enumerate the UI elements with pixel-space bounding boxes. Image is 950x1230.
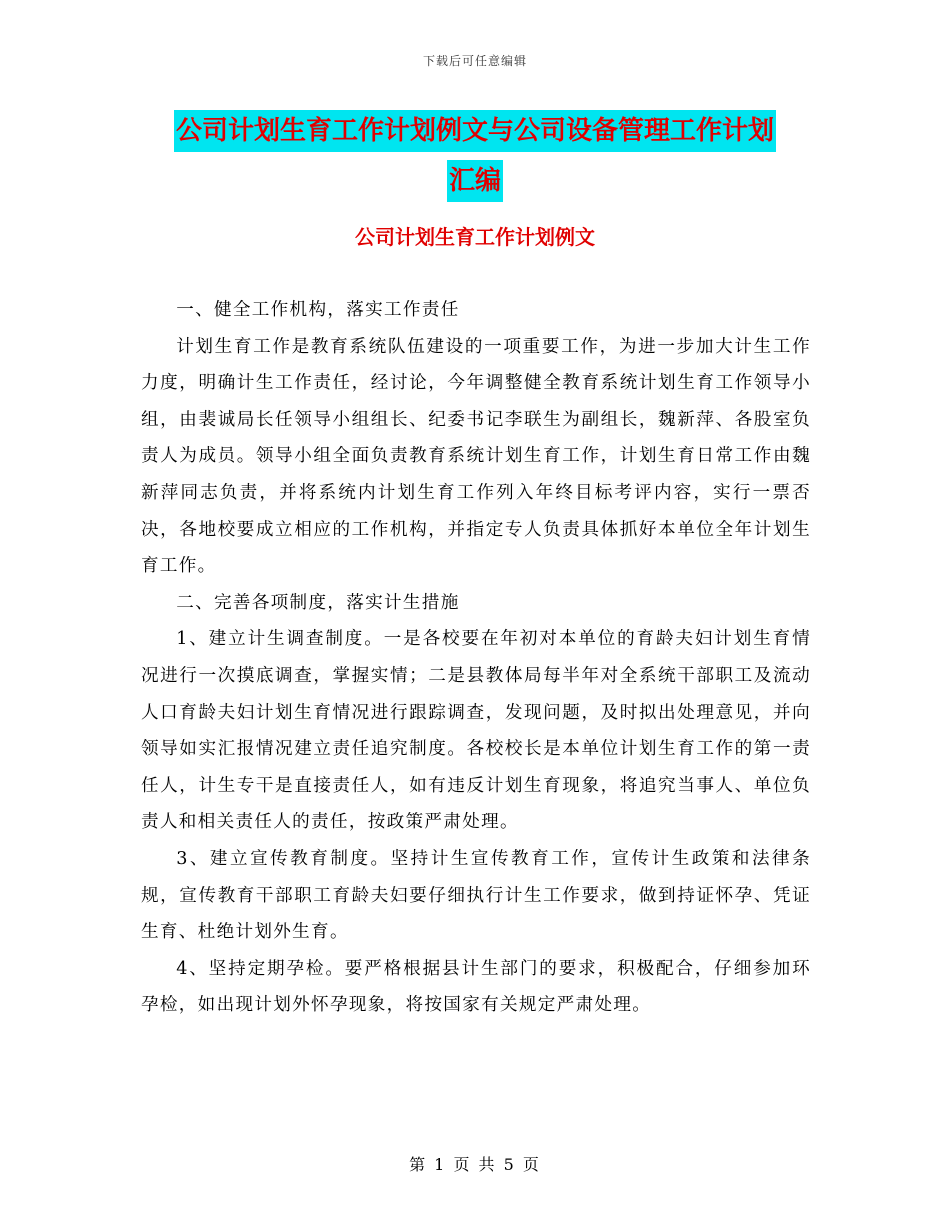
title-line-2: 汇编 — [447, 160, 503, 202]
paragraph-heading-1: 一、健全工作机构，落实工作责任 — [176, 300, 460, 320]
paragraph-heading-2: 二、完善各项制度，落实计生措施 — [176, 592, 460, 613]
paragraph: 1、建立计生调查制度。一是各校要在年初对本单位的育龄夫妇计划生育情况进行一次摸底调查，掌握实情；二是县教体局每半年对全系统干部职工及流动人口育龄夫妇计划生育情况进行跟踪调查，发现问题，及时拟出处理意见，并向领导如实汇报情况建立责任追究制度。各校校长是本单位计划生育工作的第一责任人，计生专干是直接责任人，如有违反计划生育现象，将追究当事人、单位负责人和相关责任人的责任，按政策严肃处理。 — [141, 629, 811, 833]
section-subtitle: 公司计划生育工作计划例文 — [355, 225, 595, 249]
paragraph: 3、建立宣传教育制度。坚持计生宣传教育工作，宣传计生政策和法律条规，宣传教育干部职工育龄夫妇要仔细执行计生工作要求，做到持证怀孕、凭证生育、杜绝计划外生育。 — [141, 848, 811, 943]
body-text — [141, 292, 811, 1024]
document-title — [120, 110, 830, 202]
paragraph: 4、坚持定期孕检。要严格根据县计生部门的要求，积极配合，仔细参加环孕检，如出现计划外怀孕现象，将按国家有关规定严肃处理。 — [141, 958, 811, 1016]
paragraph: 计划生育工作是教育系统队伍建设的一项重要工作，为进一步加大计生工作力度，明确计生工作责任，经讨论，今年调整健全教育系统计划生育工作领导小组，由裴诚局长任领导小组组长、纪委书记李联生为副组长，魏新萍、各股室负责人为成员。领导小组全面负责教育系统计划生育工作，计划生育日常工作由魏新萍同志负责，并将系统内计划生育工作列入年终目标考评内容，实行一票否决，各地校要成立相应的工作机构，并指定专人负责具体抓好本单位全年计划生育工作。 — [141, 336, 811, 577]
header-note: 下载后可任意编辑 — [422, 54, 527, 68]
page-footer: 第 1 页 共 5 页 — [409, 1155, 541, 1174]
title-line-1: 公司计划生育工作计划例文与公司设备管理工作计划 — [174, 110, 776, 152]
